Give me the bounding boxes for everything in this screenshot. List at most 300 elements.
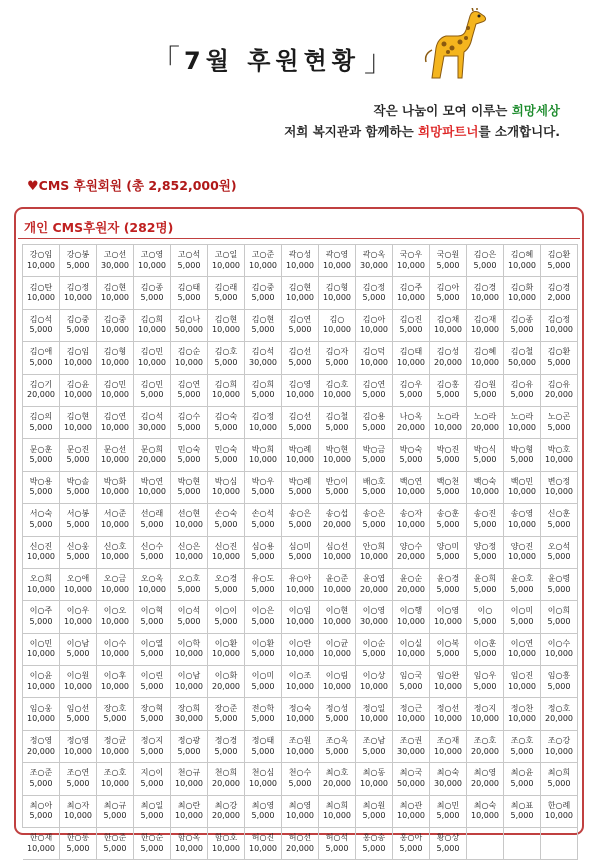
donor-cell bbox=[60, 537, 97, 569]
donor-cell bbox=[245, 569, 282, 601]
title-open-bracket: 「 bbox=[150, 44, 180, 79]
donor-name: 박○진 bbox=[436, 444, 460, 454]
donor-name: 박○례 bbox=[288, 476, 312, 486]
donor-cell bbox=[541, 245, 578, 277]
donor-amount: 5,000 bbox=[362, 390, 386, 400]
donor-cell bbox=[356, 763, 393, 795]
donor-cell bbox=[23, 472, 60, 504]
donor-name: 손○숙 bbox=[214, 509, 238, 519]
donor-amount: 30,000 bbox=[360, 616, 388, 626]
donor-cell bbox=[541, 472, 578, 504]
donor-amount: 5,000 bbox=[547, 584, 571, 594]
donor-amount: 5,000 bbox=[177, 390, 201, 400]
donor-name: 이○조 bbox=[288, 671, 312, 681]
donor-name: 정○근 bbox=[399, 703, 423, 713]
donor-cell bbox=[393, 407, 430, 439]
donor-amount: 10,000 bbox=[397, 357, 425, 367]
donor-amount: 5,000 bbox=[140, 746, 164, 756]
donor-name: 박○용 bbox=[29, 476, 53, 486]
donor-amount: 5,000 bbox=[140, 616, 164, 626]
donor-amount: 5,000 bbox=[140, 649, 164, 659]
donor-name: 이○린 bbox=[140, 671, 164, 681]
donor-amount: 20,000 bbox=[138, 455, 166, 465]
donor-amount: 10,000 bbox=[397, 260, 425, 270]
donor-cell bbox=[208, 828, 245, 860]
donor-amount: 5,000 bbox=[399, 325, 423, 335]
donor-amount: 5,000 bbox=[288, 357, 312, 367]
donor-name: 오○호 bbox=[177, 574, 201, 584]
donor-name: 천○수 bbox=[288, 768, 312, 778]
donor-name: 서○봉 bbox=[66, 509, 90, 519]
donor-cell bbox=[282, 407, 319, 439]
donor-amount: 5,000 bbox=[251, 293, 275, 303]
donor-amount: 5,000 bbox=[436, 843, 460, 853]
donor-name: 정○숙 bbox=[288, 703, 312, 713]
donor-name: 민○숙 bbox=[214, 444, 238, 454]
donor-name: 김○환 bbox=[547, 347, 571, 357]
donor-amount: 10,000 bbox=[175, 357, 203, 367]
donor-amount: 5,000 bbox=[66, 778, 90, 788]
donor-amount: 10,000 bbox=[286, 293, 314, 303]
donor-name: 최○표 bbox=[510, 800, 534, 810]
donor-name: 김○혜 bbox=[473, 347, 497, 357]
donor-name: 박○희 bbox=[251, 444, 275, 454]
donor-amount: 10,000 bbox=[508, 681, 536, 691]
donor-amount: 20,000 bbox=[212, 811, 240, 821]
title-close-bracket: 」 bbox=[363, 44, 394, 79]
donor-cell bbox=[467, 601, 504, 633]
donor-name: 이○미 bbox=[510, 606, 534, 616]
donor-name: 김○종 bbox=[510, 314, 534, 324]
donor-name: 양○진 bbox=[510, 541, 534, 551]
donor-amount: 20,000 bbox=[212, 681, 240, 691]
donor-cell bbox=[393, 634, 430, 666]
donor-cell bbox=[97, 342, 134, 374]
donor-amount: 30,000 bbox=[360, 260, 388, 270]
donor-name: 이○윤 bbox=[29, 671, 53, 681]
donor-cell bbox=[171, 245, 208, 277]
donor-name: 지○이 bbox=[140, 768, 164, 778]
donor-cell bbox=[97, 569, 134, 601]
donor-name: 이○남 bbox=[66, 638, 90, 648]
donor-name: 고○준 bbox=[251, 250, 275, 260]
donor-cell bbox=[97, 731, 134, 763]
donor-name: 김○희 bbox=[140, 314, 164, 324]
donor-cell bbox=[467, 537, 504, 569]
donor-cell bbox=[282, 634, 319, 666]
donor-name: 심○선 bbox=[325, 541, 349, 551]
donor-cell bbox=[245, 245, 282, 277]
donor-amount: 5,000 bbox=[29, 519, 53, 529]
donor-name: 강○임 bbox=[29, 250, 53, 260]
donor-amount: 10,000 bbox=[508, 487, 536, 497]
donor-amount: 10,000 bbox=[545, 746, 573, 756]
donor-name: 김○연 bbox=[362, 379, 386, 389]
donor-amount: 5,000 bbox=[214, 293, 238, 303]
donor-name: 박○화 bbox=[103, 476, 127, 486]
donor-cell bbox=[208, 666, 245, 698]
donor-cell bbox=[97, 666, 134, 698]
donor-name: 김○희 bbox=[214, 379, 238, 389]
donor-name: 최○관 bbox=[399, 800, 423, 810]
donor-cell bbox=[23, 439, 60, 471]
donor-amount: 5,000 bbox=[214, 455, 238, 465]
donor-amount: 5,000 bbox=[547, 519, 571, 529]
donor-cell bbox=[60, 796, 97, 828]
donor-amount: 10,000 bbox=[212, 390, 240, 400]
donor-cell bbox=[134, 828, 171, 860]
donor-amount: 10,000 bbox=[508, 260, 536, 270]
donor-name: 최○숙 bbox=[473, 800, 497, 810]
donor-amount: 5,000 bbox=[29, 357, 53, 367]
donor-name: 박○우 bbox=[251, 476, 275, 486]
donor-cell bbox=[541, 634, 578, 666]
donor-amount: 5,000 bbox=[214, 746, 238, 756]
donor-name: 이○행 bbox=[399, 606, 423, 616]
donor-amount: 10,000 bbox=[249, 260, 277, 270]
donor-cell bbox=[467, 245, 504, 277]
donor-cell bbox=[60, 666, 97, 698]
donor-cell bbox=[171, 731, 208, 763]
donor-name: 송○진 bbox=[473, 509, 497, 519]
donor-amount: 5,000 bbox=[510, 455, 534, 465]
donor-amount: 10,000 bbox=[286, 649, 314, 659]
donor-name: 이○연 bbox=[510, 638, 534, 648]
donor-amount: 10,000 bbox=[434, 422, 462, 432]
donor-amount: 10,000 bbox=[101, 778, 129, 788]
donor-amount: 5,000 bbox=[547, 681, 571, 691]
donor-name: 정○찬 bbox=[510, 703, 534, 713]
donor-name: 이○영 bbox=[362, 606, 386, 616]
donor-name: 양○미 bbox=[436, 541, 460, 551]
donor-cell bbox=[356, 310, 393, 342]
donor-cell bbox=[430, 439, 467, 471]
donor-cell bbox=[541, 407, 578, 439]
donor-name: 김○숙 bbox=[214, 412, 238, 422]
donor-amount: 5,000 bbox=[362, 811, 386, 821]
donor-cell bbox=[319, 601, 356, 633]
donor-cell bbox=[208, 277, 245, 309]
donor-cell bbox=[208, 342, 245, 374]
donor-name: 김○원 bbox=[473, 379, 497, 389]
donor-cell bbox=[356, 698, 393, 730]
donor-name: 한○순 bbox=[140, 833, 164, 843]
donor-cell bbox=[97, 472, 134, 504]
donor-amount: 5,000 bbox=[103, 811, 127, 821]
donor-cell bbox=[245, 537, 282, 569]
donor-cell bbox=[97, 375, 134, 407]
donor-amount: 5,000 bbox=[29, 487, 53, 497]
donor-cell bbox=[208, 407, 245, 439]
donor-name: 손○석 bbox=[251, 509, 275, 519]
donor-cell bbox=[208, 537, 245, 569]
donor-cell bbox=[171, 828, 208, 860]
donor-cell bbox=[319, 439, 356, 471]
donor-amount: 2,000 bbox=[547, 293, 571, 303]
donor-amount: 5,000 bbox=[214, 357, 238, 367]
donor-cell bbox=[541, 569, 578, 601]
donor-cell bbox=[393, 763, 430, 795]
donor-cell bbox=[504, 342, 541, 374]
donor-name: 임○웅 bbox=[29, 703, 53, 713]
donor-cell bbox=[208, 439, 245, 471]
donor-amount: 10,000 bbox=[323, 552, 351, 562]
donor-cell bbox=[208, 634, 245, 666]
donor-name: 허○진 bbox=[251, 833, 275, 843]
donor-cell bbox=[430, 601, 467, 633]
donor-amount: 10,000 bbox=[27, 260, 55, 270]
donor-amount: 5,000 bbox=[510, 325, 534, 335]
donor-name: 유○도 bbox=[251, 574, 275, 584]
donor-cell bbox=[319, 666, 356, 698]
heart-icon: ♥ bbox=[27, 179, 39, 194]
donor-amount: 5,000 bbox=[436, 390, 460, 400]
donor-cell bbox=[504, 763, 541, 795]
donor-name: 김○현 bbox=[66, 412, 90, 422]
donor-cell bbox=[319, 407, 356, 439]
donor-amount: 5,000 bbox=[29, 325, 53, 335]
donor-cell bbox=[134, 601, 171, 633]
donor-name: 정○영 bbox=[29, 736, 53, 746]
donor-cell bbox=[23, 731, 60, 763]
donor-name: 백○숙 bbox=[473, 476, 497, 486]
donor-cell bbox=[171, 310, 208, 342]
donor-cell bbox=[282, 245, 319, 277]
donor-name: 김○은 bbox=[473, 250, 497, 260]
donor-amount: 20,000 bbox=[471, 422, 499, 432]
donor-amount: 5,000 bbox=[436, 293, 460, 303]
donor-cell bbox=[134, 666, 171, 698]
donor-amount: 10,000 bbox=[360, 681, 388, 691]
donor-cell bbox=[430, 698, 467, 730]
donor-amount: 10,000 bbox=[101, 293, 129, 303]
donor-name: 강○봉 bbox=[66, 250, 90, 260]
donor-amount: 10,000 bbox=[508, 293, 536, 303]
donor-cell bbox=[541, 601, 578, 633]
donor-amount: 10,000 bbox=[64, 616, 92, 626]
donor-amount: 10,000 bbox=[286, 455, 314, 465]
donor-name: 김○덕 bbox=[362, 347, 386, 357]
donor-cell bbox=[504, 375, 541, 407]
donor-name: 이○미 bbox=[251, 671, 275, 681]
donor-name: 정○광 bbox=[177, 736, 201, 746]
donor-amount: 10,000 bbox=[27, 649, 55, 659]
donor-name: 심○미 bbox=[288, 541, 312, 551]
donor-name: 김○화 bbox=[510, 282, 534, 292]
donor-name: 박○솔 bbox=[66, 476, 90, 486]
donor-cell bbox=[245, 796, 282, 828]
donor-cell bbox=[467, 310, 504, 342]
donor-cell bbox=[504, 472, 541, 504]
donor-name: 이○현 bbox=[325, 606, 349, 616]
donor-amount: 5,000 bbox=[214, 422, 238, 432]
donor-name: 천○규 bbox=[177, 768, 201, 778]
donor-cell bbox=[60, 601, 97, 633]
donor-name: 송○영 bbox=[510, 509, 534, 519]
donor-cell bbox=[171, 472, 208, 504]
donor-cell bbox=[171, 796, 208, 828]
donor-name: 이○오 bbox=[103, 606, 127, 616]
donor-name: 김○현 bbox=[103, 282, 127, 292]
donor-name: 조○재 bbox=[436, 736, 460, 746]
donor-cell bbox=[134, 763, 171, 795]
donor-amount: 10,000 bbox=[212, 325, 240, 335]
donor-amount: 5,000 bbox=[325, 487, 349, 497]
donor-amount: 10,000 bbox=[175, 778, 203, 788]
donor-cell bbox=[97, 310, 134, 342]
donor-cell bbox=[171, 407, 208, 439]
donor-grid bbox=[22, 244, 578, 853]
donor-name: 김○유 bbox=[510, 379, 534, 389]
donor-name: 허○석 bbox=[325, 833, 349, 843]
donor-name: 오○경 bbox=[214, 574, 238, 584]
donor-amount: 10,000 bbox=[323, 649, 351, 659]
donor-cell bbox=[467, 698, 504, 730]
donor-cell bbox=[208, 698, 245, 730]
donor-name: 심○용 bbox=[251, 541, 275, 551]
donor-name: 최○동 bbox=[362, 768, 386, 778]
donor-cell bbox=[282, 472, 319, 504]
donor-cell bbox=[504, 698, 541, 730]
donor-name: 김○현 bbox=[214, 314, 238, 324]
donor-amount: 5,000 bbox=[177, 455, 201, 465]
donor-cell bbox=[171, 375, 208, 407]
donor-name: 김○중 bbox=[103, 314, 127, 324]
donor-amount: 10,000 bbox=[138, 357, 166, 367]
donor-amount: 5,000 bbox=[214, 584, 238, 594]
donor-name: 김○호 bbox=[214, 347, 238, 357]
donor-name: 정○영 bbox=[66, 736, 90, 746]
donor-cell bbox=[134, 796, 171, 828]
donor-name: 노○곤 bbox=[547, 412, 571, 422]
donor-amount: 10,000 bbox=[286, 584, 314, 594]
donor-name: 장○준 bbox=[214, 703, 238, 713]
donor-name: 고○일 bbox=[214, 250, 238, 260]
donor-cell bbox=[134, 569, 171, 601]
intro-line-1: 작은 나눔이 모여 이루는 희망세상 bbox=[373, 103, 560, 118]
cms-section-heading bbox=[27, 176, 237, 194]
donor-name: 양○정 bbox=[473, 541, 497, 551]
donor-amount: 5,000 bbox=[251, 552, 275, 562]
donor-amount: 5,000 bbox=[140, 681, 164, 691]
donor-amount: 10,000 bbox=[397, 519, 425, 529]
donor-amount: 10,000 bbox=[545, 649, 573, 659]
donor-cell bbox=[467, 666, 504, 698]
donor-cell bbox=[393, 666, 430, 698]
donor-amount: 20,000 bbox=[545, 714, 573, 724]
donor-amount: 20,000 bbox=[27, 390, 55, 400]
donor-amount: 30,000 bbox=[101, 260, 129, 270]
donor-amount: 5,000 bbox=[362, 455, 386, 465]
donor-amount: 10,000 bbox=[101, 519, 129, 529]
donor-amount: 5,000 bbox=[510, 746, 534, 756]
donor-name: 한○준 bbox=[103, 833, 127, 843]
donor-amount: 5,000 bbox=[66, 714, 90, 724]
donor-cell bbox=[319, 763, 356, 795]
donor-amount: 10,000 bbox=[360, 325, 388, 335]
donor-name: 박○례 bbox=[288, 444, 312, 454]
donor-amount: 5,000 bbox=[362, 487, 386, 497]
donor-amount: 5,000 bbox=[140, 778, 164, 788]
donor-name: 정○태 bbox=[251, 736, 275, 746]
donor-cell bbox=[393, 439, 430, 471]
donor-cell bbox=[430, 796, 467, 828]
donor-amount: 10,000 bbox=[64, 357, 92, 367]
donor-amount: 5,000 bbox=[177, 584, 201, 594]
donor-cell bbox=[504, 601, 541, 633]
donor-name: 이○임 bbox=[288, 606, 312, 616]
donor-amount: 10,000 bbox=[101, 422, 129, 432]
donor-cell bbox=[282, 569, 319, 601]
donor-amount: 10,000 bbox=[508, 714, 536, 724]
donor-name: 최○란 bbox=[177, 800, 201, 810]
donor-name: 윤○엽 bbox=[362, 574, 386, 584]
donor-cell bbox=[97, 763, 134, 795]
donor-cell bbox=[282, 666, 319, 698]
donor-cell bbox=[356, 601, 393, 633]
donor-amount: 10,000 bbox=[323, 455, 351, 465]
donor-cell bbox=[23, 375, 60, 407]
donor-box-title: 개인 CMS후원자 (282명) bbox=[24, 220, 174, 235]
donor-cell bbox=[208, 569, 245, 601]
donor-name: 임○완 bbox=[436, 671, 460, 681]
donor-cell bbox=[504, 407, 541, 439]
donor-name: 이○란 bbox=[288, 638, 312, 648]
donor-name: 문○훈 bbox=[29, 444, 53, 454]
donor-cell bbox=[541, 698, 578, 730]
donor-amount: 30,000 bbox=[249, 357, 277, 367]
donor-name: 최○원 bbox=[362, 800, 386, 810]
donor-name: 박○심 bbox=[214, 476, 238, 486]
donor-amount: 5,000 bbox=[214, 616, 238, 626]
donor-name: 김○환 bbox=[547, 250, 571, 260]
donor-cell bbox=[393, 796, 430, 828]
donor-amount: 10,000 bbox=[434, 746, 462, 756]
donor-cell bbox=[430, 537, 467, 569]
donor-name: 이○순 bbox=[362, 638, 386, 648]
donor-cell bbox=[208, 796, 245, 828]
donor-name: 오○애 bbox=[66, 574, 90, 584]
donor-amount: 5,000 bbox=[140, 714, 164, 724]
donor-amount: 10,000 bbox=[508, 422, 536, 432]
donor-name: 최○자 bbox=[66, 800, 90, 810]
donor-name: 정○성 bbox=[325, 703, 349, 713]
donor-amount: 5,000 bbox=[288, 552, 312, 562]
donor-name: 황○상 bbox=[436, 833, 460, 843]
donor-amount: 5,000 bbox=[251, 811, 275, 821]
donor-name: 김○철 bbox=[510, 347, 534, 357]
donor-cell bbox=[430, 828, 467, 860]
donor-cell bbox=[208, 245, 245, 277]
donor-amount: 20,000 bbox=[323, 778, 351, 788]
donor-amount: 10,000 bbox=[175, 552, 203, 562]
donor-amount: 10,000 bbox=[286, 616, 314, 626]
donor-cell bbox=[393, 342, 430, 374]
donor-amount: 5,000 bbox=[29, 422, 53, 432]
donor-name: 김○연 bbox=[103, 412, 127, 422]
donor-amount: 5,000 bbox=[436, 519, 460, 529]
donor-cell bbox=[541, 375, 578, 407]
donor-name: 최○국 bbox=[399, 768, 423, 778]
donor-amount: 10,000 bbox=[508, 552, 536, 562]
donor-name: 김○연 bbox=[177, 379, 201, 389]
donor-cell bbox=[208, 731, 245, 763]
donor-cell bbox=[319, 342, 356, 374]
donor-cell bbox=[319, 828, 356, 860]
donor-name: 김○나 bbox=[177, 314, 201, 324]
donor-cell bbox=[23, 666, 60, 698]
donor-amount: 10,000 bbox=[434, 616, 462, 626]
